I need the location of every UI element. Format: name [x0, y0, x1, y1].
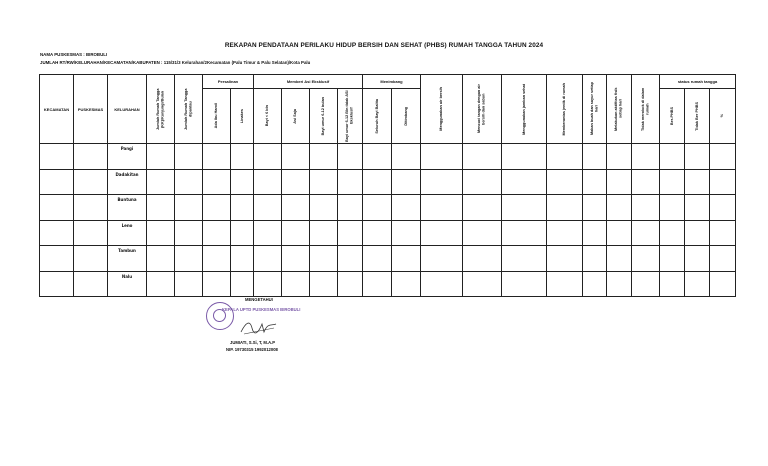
- data-cell: [40, 195, 74, 221]
- data-cell: [254, 246, 282, 272]
- data-cell: [74, 220, 108, 246]
- col-tidak-merokok: Tidak merokok di dalam rumah: [632, 75, 660, 144]
- col-ber-phbs: Ber-PHBS: [660, 89, 685, 144]
- kepala-label: KEPALA UPTD PUSKESMAS BIROBULI: [222, 307, 301, 312]
- data-cell: [363, 144, 392, 170]
- data-cell: [282, 246, 310, 272]
- data-cell: [660, 144, 685, 170]
- data-cell: [547, 271, 583, 297]
- data-cell: [40, 169, 74, 195]
- data-cell: [547, 220, 583, 246]
- col-bayi-6: Bayi < 6 bln: [254, 89, 282, 144]
- data-cell: [203, 169, 231, 195]
- table-row: [40, 169, 736, 195]
- data-cell: [203, 246, 231, 272]
- data-cell: [463, 144, 502, 170]
- data-cell: [660, 271, 685, 297]
- data-cell: [175, 169, 203, 195]
- data-cell: [203, 144, 231, 170]
- data-cell: [231, 169, 254, 195]
- data-cell: [710, 195, 736, 221]
- col-linakes: Linakes: [231, 89, 254, 144]
- data-cell: [392, 144, 421, 170]
- data-cell: [421, 144, 463, 170]
- data-cell: [175, 144, 203, 170]
- col-tidak-ber-phbs: Tidak Ber PHBS: [685, 89, 710, 144]
- signature-block: [200, 292, 330, 362]
- data-cell: [421, 169, 463, 195]
- data-cell: [421, 271, 463, 297]
- data-cell: [710, 169, 736, 195]
- data-cell: [710, 220, 736, 246]
- data-cell: [338, 271, 363, 297]
- group-menimbang: Menimbang: [363, 75, 421, 89]
- table-row: [40, 195, 736, 221]
- data-cell: [502, 246, 547, 272]
- data-cell: [607, 144, 632, 170]
- group-persalinan: Persalinan: [203, 75, 254, 89]
- col-jumlah-dipantau: Jumlah Rumah Tangga dipantau: [175, 75, 203, 144]
- data-cell: [547, 246, 583, 272]
- col-jumlah-rt: Jumlah Rumah Tangga (KK)/Kunjungi/Bulan: [147, 75, 175, 144]
- data-cell: [40, 220, 74, 246]
- data-cell: [463, 169, 502, 195]
- official-stamp: [206, 302, 234, 330]
- data-cell: [392, 246, 421, 272]
- data-cell: [175, 220, 203, 246]
- data-cell: [607, 271, 632, 297]
- data-cell: [421, 195, 463, 221]
- data-cell: [502, 195, 547, 221]
- data-cell: [282, 144, 310, 170]
- col-cuci-tangan: Mencuci tangan dengan air bersih dan sabun: [463, 75, 502, 144]
- data-cell: [310, 246, 338, 272]
- data-cell: [583, 169, 607, 195]
- data-cell: [175, 246, 203, 272]
- col-kecamatan: KECAMATAN: [40, 75, 74, 144]
- kelurahan-cell: Nalu: [108, 271, 147, 297]
- kelurahan-cell: Buntuna: [108, 195, 147, 221]
- col-bayi-6-12: Bayi umur 6-12 bulan: [310, 89, 338, 144]
- data-cell: [607, 246, 632, 272]
- data-cell: [392, 220, 421, 246]
- data-cell: [282, 195, 310, 221]
- group-status: status rumah tangga: [660, 75, 736, 89]
- data-cell: [463, 271, 502, 297]
- data-cell: [310, 195, 338, 221]
- data-cell: [607, 220, 632, 246]
- data-cell: [363, 220, 392, 246]
- data-cell: [147, 169, 175, 195]
- data-cell: [363, 271, 392, 297]
- data-cell: [685, 144, 710, 170]
- data-cell: [338, 246, 363, 272]
- data-cell: [363, 169, 392, 195]
- data-cell: [392, 169, 421, 195]
- table-row: [40, 144, 736, 170]
- data-cell: [74, 271, 108, 297]
- table-body: [40, 144, 736, 297]
- data-cell: [147, 220, 175, 246]
- data-cell: [607, 169, 632, 195]
- col-aktivitas: Melakukan aktifitas fisik setiap hari: [607, 75, 632, 144]
- data-cell: [583, 246, 607, 272]
- data-cell: [40, 144, 74, 170]
- data-cell: [175, 195, 203, 221]
- data-cell: [583, 271, 607, 297]
- data-cell: [710, 144, 736, 170]
- data-cell: [203, 195, 231, 221]
- data-cell: [502, 169, 547, 195]
- data-cell: [40, 271, 74, 297]
- data-cell: [310, 169, 338, 195]
- data-cell: [632, 195, 660, 221]
- col-ditimbang: Ditimbang: [392, 89, 421, 144]
- data-cell: [463, 195, 502, 221]
- data-cell: [147, 144, 175, 170]
- data-cell: [660, 195, 685, 221]
- data-cell: [74, 144, 108, 170]
- data-cell: [547, 144, 583, 170]
- data-cell: [310, 220, 338, 246]
- data-cell: [660, 169, 685, 195]
- data-cell: [632, 169, 660, 195]
- col-asi-saja: Asi Saja: [282, 89, 310, 144]
- data-cell: [392, 195, 421, 221]
- data-cell: [74, 169, 108, 195]
- data-cell: [338, 195, 363, 221]
- data-cell: [231, 220, 254, 246]
- col-puskesmas: PUSKESMAS: [74, 75, 108, 144]
- data-cell: [463, 246, 502, 272]
- data-cell: [685, 220, 710, 246]
- data-cell: [231, 195, 254, 221]
- data-cell: [583, 220, 607, 246]
- data-cell: [632, 246, 660, 272]
- data-cell: [547, 169, 583, 195]
- col-kelurahan: KELURAHAN: [108, 75, 147, 144]
- data-cell: [338, 169, 363, 195]
- data-cell: [685, 271, 710, 297]
- data-cell: [282, 169, 310, 195]
- data-cell: [147, 195, 175, 221]
- col-air-bersih: Menggunakan air bersih: [421, 75, 463, 144]
- data-cell: [203, 220, 231, 246]
- data-cell: [421, 220, 463, 246]
- data-cell: [632, 220, 660, 246]
- data-cell: [254, 220, 282, 246]
- data-cell: [392, 271, 421, 297]
- data-cell: [338, 220, 363, 246]
- col-bayi-tidak-asi: Bayi umur 6-12 Bln tidak ASI Eksklusif: [338, 89, 363, 144]
- col-buah-sayur: Makan buah dan sayur setiap hari: [583, 75, 607, 144]
- data-cell: [660, 246, 685, 272]
- kelurahan-cell: Tambun: [108, 246, 147, 272]
- col-jamban: Menggunakan jamban sehat: [502, 75, 547, 144]
- data-cell: [632, 271, 660, 297]
- data-cell: [40, 246, 74, 272]
- data-cell: [685, 195, 710, 221]
- data-cell: [660, 220, 685, 246]
- data-cell: [583, 144, 607, 170]
- data-cell: [685, 246, 710, 272]
- data-cell: [254, 144, 282, 170]
- data-cell: [147, 271, 175, 297]
- kelurahan-cell: Pangi: [108, 144, 147, 170]
- data-cell: [338, 144, 363, 170]
- page-title: REKAPAN PENDATAAN PERILAKU HIDUP BERSIH DAN SEHAT (PHBS) RUMAH TANGGA TAHUN 2024: [224, 42, 544, 49]
- mengetahui-label: MENGETAHUI: [245, 297, 273, 302]
- data-cell: [363, 246, 392, 272]
- data-cell: [74, 246, 108, 272]
- col-ada-ibu-hamil: Ada Ibu Hamil: [203, 89, 231, 144]
- data-cell: [421, 246, 463, 272]
- puskesmas-name: NAMA PUSKESMAS : BIROBULI: [40, 52, 108, 57]
- data-cell: [502, 271, 547, 297]
- col-persen: %: [710, 89, 736, 144]
- data-cell: [632, 144, 660, 170]
- kelurahan-cell: Dadakitan: [108, 169, 147, 195]
- signature-scribble: [238, 318, 280, 338]
- signer-name: JUMIATI, S.Si, T, M.A.P: [230, 340, 276, 345]
- data-cell: [363, 195, 392, 221]
- table-row: [40, 220, 736, 246]
- data-cell: [583, 195, 607, 221]
- data-cell: [502, 144, 547, 170]
- data-cell: [710, 246, 736, 272]
- data-cell: [502, 220, 547, 246]
- data-cell: [607, 195, 632, 221]
- data-cell: [310, 144, 338, 170]
- col-jentik: Memberantas jentik di rumah: [547, 75, 583, 144]
- signer-nip: NIP. 19730315 1992012008: [226, 347, 278, 352]
- jumlah-info: JUMLAH RT/RW/KELURAHAN/KECAMATAN/KABUPATEN : 115/31/3 Kelurahan/2Kecamatan (Palu Timur & Palu Selatan)/Kota Palu: [40, 60, 311, 65]
- data-cell: [231, 246, 254, 272]
- data-cell: [282, 220, 310, 246]
- col-ada-balita: Seluruh Bayi Balita: [363, 89, 392, 144]
- data-cell: [74, 195, 108, 221]
- data-cell: [710, 271, 736, 297]
- phbs-table: [39, 74, 736, 297]
- data-cell: [685, 169, 710, 195]
- data-cell: [463, 220, 502, 246]
- table-row: [40, 271, 736, 297]
- data-cell: [147, 246, 175, 272]
- group-asi: Memberi Asi Eksklusif: [254, 75, 363, 89]
- kelurahan-cell: Leno: [108, 220, 147, 246]
- data-cell: [547, 195, 583, 221]
- data-cell: [254, 195, 282, 221]
- data-cell: [254, 169, 282, 195]
- header-row-1: [40, 75, 736, 89]
- table-row: [40, 246, 736, 272]
- data-cell: [175, 271, 203, 297]
- data-cell: [231, 144, 254, 170]
